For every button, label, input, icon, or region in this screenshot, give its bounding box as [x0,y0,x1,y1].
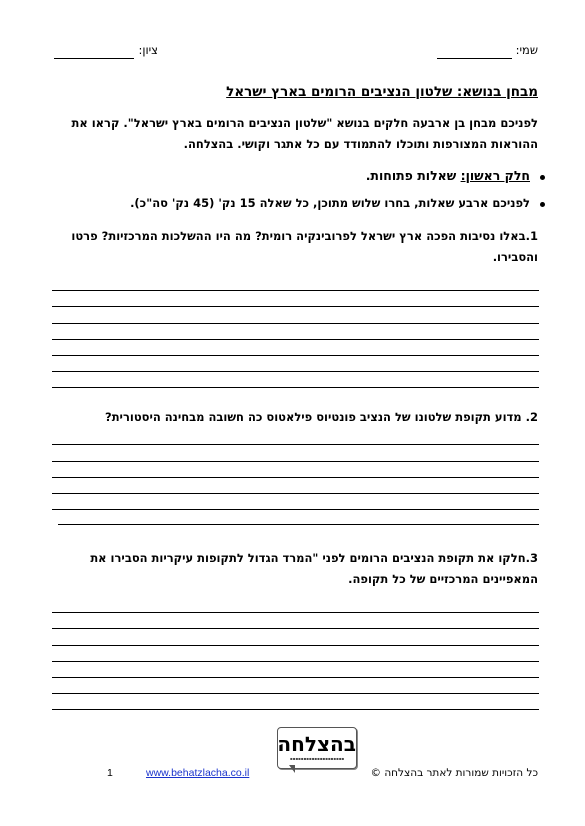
part1-heading-label: חלק ראשון: [460,168,530,183]
answer-line[interactable] [52,371,539,372]
intro-line-2: ההוראות המצורפות ותוכלו להתמודד עם כל אתגר וקושי. בהצלחה. [183,137,538,151]
answer-line[interactable] [52,290,539,291]
part1-instruction: לפניכם ארבע שאלות, בחרו שלוש מתוכן, כל שאלה 15 נק' (45 נק' סה"כ). [130,196,530,210]
question-1-line-2: והסבירו. [492,250,538,264]
bullet-icon [540,175,545,180]
question-3-line-1: 3.חלקו את תקופת הנציבים הרומים לפני "המרד הגדול לתקופות עיקריות הסבירו את [90,551,538,565]
answer-line[interactable] [52,628,539,629]
answer-line[interactable] [52,444,539,445]
answer-line[interactable] [52,509,539,510]
answer-line[interactable] [52,709,539,710]
website-link[interactable]: www.behatzlacha.co.il [146,767,250,779]
answer-line[interactable] [52,339,539,340]
question-2-line-1: 2. מדוע תקופת שלטונו של הנציב פונטיוס פילאטוס כה חשובה מבחינה היסטורית? [105,410,538,424]
name-answer-line[interactable] [437,58,512,59]
answer-line[interactable] [58,524,539,525]
answer-line[interactable] [52,677,539,678]
part1-heading [366,168,530,183]
part1-heading-text: שאלות פתוחות. [365,168,461,183]
answer-line[interactable] [52,387,539,388]
answer-line[interactable] [52,661,539,662]
answer-line[interactable] [52,323,539,324]
answer-line[interactable] [52,355,539,356]
question-1-line-1: 1.באלו נסיבות הפכה ארץ ישראל לפרובינקיה רומית? מה היו ההשלכות המרכזיות? פרטו [71,229,538,243]
page-title: מבחן בנושא: שלטון הנציבים הרומים בארץ ישראל [226,84,538,100]
grade-label: ציון: [138,43,158,57]
logo-tagline-decoration: ▪▪▪▪▪▪▪▪▪▪▪▪▪▪▪▪▪▪▪▪ [289,756,345,761]
question-3-line-2: המאפיינים המרכזיים של כל תקופה. [348,572,538,586]
bullet-icon [540,202,545,207]
page-number: 1 [107,767,113,779]
answer-line[interactable] [52,477,539,478]
answer-line[interactable] [52,612,539,613]
answer-line[interactable] [52,461,539,462]
answer-line[interactable] [52,693,539,694]
copyright-notice: כל הזכויות שמורות לאתר בהצלחה © [370,767,538,779]
name-label: שמי: [515,43,538,57]
logo-text: בהצלחה [277,732,356,756]
answer-line[interactable] [52,645,539,646]
grade-answer-line[interactable] [54,58,134,59]
intro-line-1: לפניכם מבחן בן ארבעה חלקים בנושא "שלטון הנציבים הרומים בארץ ישראל". קראו את [71,116,538,130]
answer-line[interactable] [52,493,539,494]
behatzlacha-logo [277,727,357,769]
speech-bubble-tail-icon [289,765,295,773]
answer-line[interactable] [52,306,539,307]
